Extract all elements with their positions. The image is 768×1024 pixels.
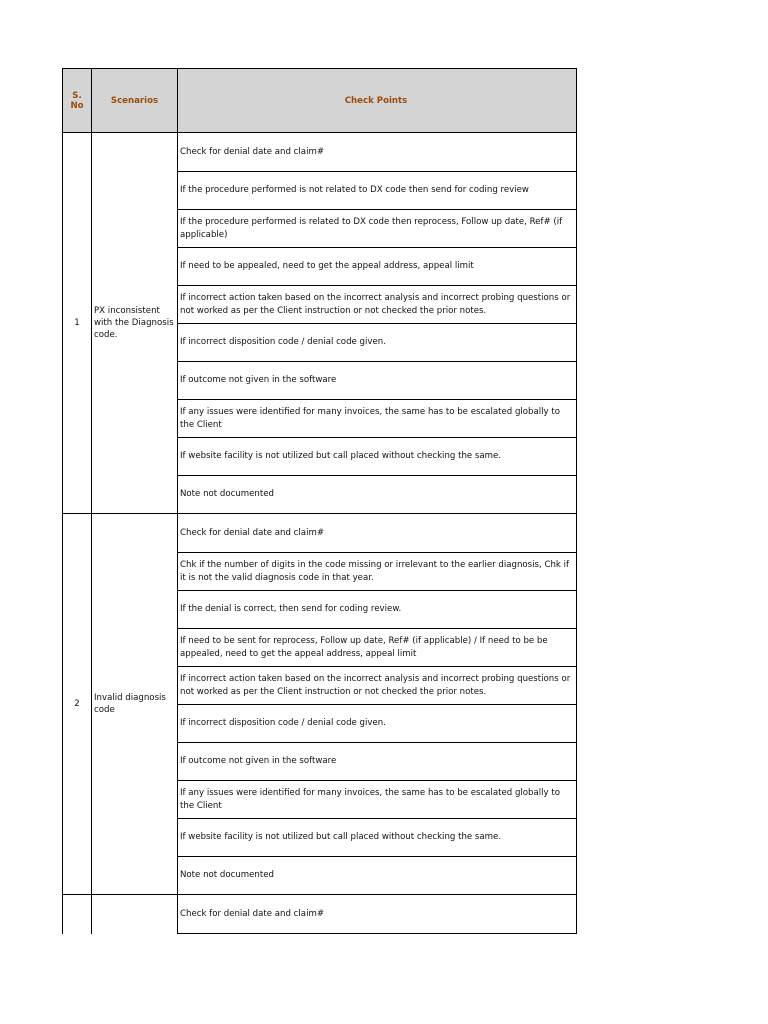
checkpoint-cell: If outcome not given in the software [178, 743, 577, 781]
header-check-points: Check Points [178, 69, 577, 133]
table-body [63, 133, 577, 934]
checkpoint-cell: If incorrect disposition code / denial code given. [178, 324, 577, 362]
sno-cell [63, 895, 92, 934]
header-sno: S. No [63, 69, 92, 133]
checkpoint-cell: Check for denial date and claim# [178, 133, 577, 172]
checkpoint-cell: If need to be sent for reprocess, Follow up date, Ref# (if applicable) / If need to be be appealed, need to get the appeal address, appeal limit [178, 629, 577, 667]
checkpoints-table [62, 68, 577, 934]
checkpoints-sheet [62, 68, 576, 934]
checkpoint-cell: If incorrect action taken based on the incorrect analysis and incorrect probing questions or not worked as per the Client instruction or not checked the prior notes. [178, 667, 577, 705]
header-scenarios: Scenarios [92, 69, 178, 133]
checkpoint-cell: If website facility is not utilized but call placed without checking the same. [178, 438, 577, 476]
table-row [63, 133, 577, 172]
checkpoint-cell: Chk if the number of digits in the code missing or irrelevant to the earlier diagnosis, Chk if it is not the valid diagnosis code in that year. [178, 553, 577, 591]
sno-cell: 1 [63, 133, 92, 514]
checkpoint-cell: If any issues were identified for many invoices, the same has to be escalated globally to the Client [178, 781, 577, 819]
table-row [63, 514, 577, 553]
checkpoint-cell: If outcome not given in the software [178, 362, 577, 400]
checkpoint-cell: If incorrect action taken based on the incorrect analysis and incorrect probing questions or not worked as per the Client instruction or not checked the prior notes. [178, 286, 577, 324]
checkpoint-cell: If the denial is correct, then send for coding review. [178, 591, 577, 629]
checkpoint-cell: Note not documented [178, 857, 577, 895]
sno-cell: 2 [63, 514, 92, 895]
checkpoint-cell: If website facility is not utilized but call placed without checking the same. [178, 819, 577, 857]
checkpoint-cell: If the procedure performed is not related to DX code then send for coding review [178, 172, 577, 210]
checkpoint-cell: Check for denial date and claim# [178, 895, 577, 934]
checkpoint-cell: If any issues were identified for many invoices, the same has to be escalated globally to the Client [178, 400, 577, 438]
table-row [63, 895, 577, 934]
scenario-cell: Invalid diagnosis code [92, 514, 178, 895]
header-row [63, 69, 577, 133]
scenario-cell [92, 895, 178, 934]
checkpoint-cell: If the procedure performed is related to DX code then reprocess, Follow up date, Ref# (if applicable) [178, 210, 577, 248]
checkpoint-cell: Check for denial date and claim# [178, 514, 577, 553]
checkpoint-cell: If need to be appealed, need to get the appeal address, appeal limit [178, 248, 577, 286]
checkpoint-cell: If incorrect disposition code / denial code given. [178, 705, 577, 743]
scenario-cell: PX inconsistent with the Diagnosis code. [92, 133, 178, 514]
checkpoint-cell: Note not documented [178, 476, 577, 514]
